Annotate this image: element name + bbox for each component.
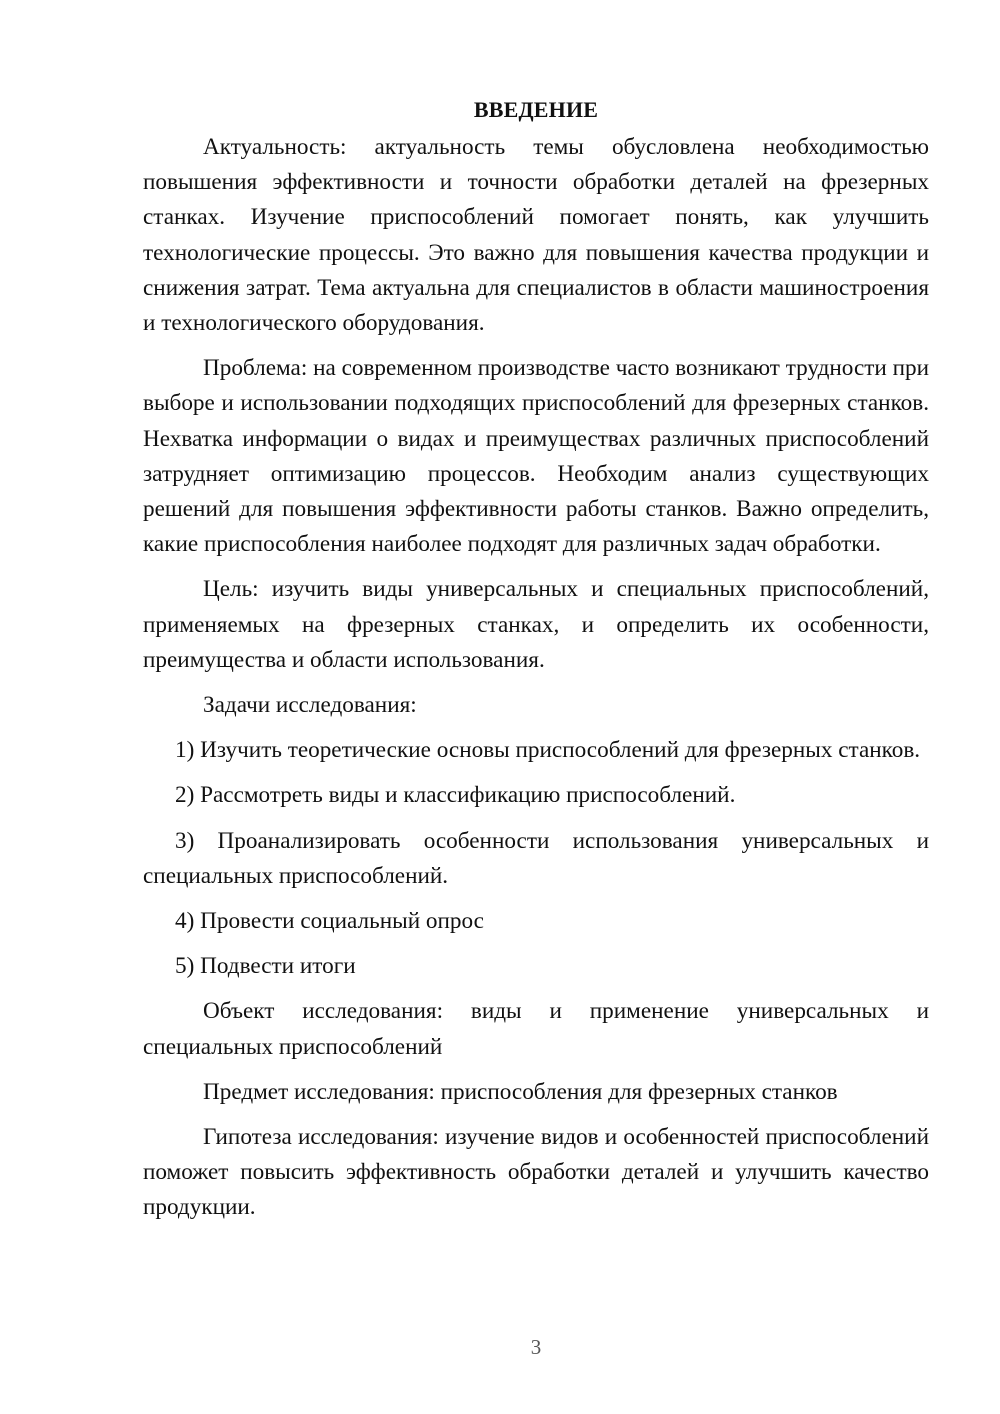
paragraph-subject: Предмет исследования: приспособления для фрезерных станков bbox=[203, 1078, 838, 1105]
task-item-5: 5) Подвести итоги bbox=[175, 953, 356, 980]
tasks-title: Задачи исследования: bbox=[203, 692, 417, 719]
paragraph-problem: Проблема: на современном производстве часто возникают трудности при выборе и использовании подходящих приспособлений для фрезерных станков. Нехватка информации о видах и преимуществах различных приспособлений затрудняет оптимизацию процессов. Необходим анализ существующих решений для повышения эффективности работы станков. Важно определить, какие приспособления наиболее подходят для различных задач обработки. bbox=[143, 355, 929, 558]
page-content bbox=[143, 95, 929, 1236]
paragraph-hypothesis: Гипотеза исследования: изучение видов и особенностей приспособлений поможет повысить эффективность обработки деталей и улучшить качество продукции. bbox=[143, 1124, 929, 1221]
task-item-2: 2) Рассмотреть виды и классификацию приспособлений. bbox=[175, 782, 736, 809]
paragraph-relevance: Актуальность: актуальность темы обусловлена необходимостью повышения эффективности и точности обработки деталей на фрезерных станках. Изучение приспособлений помогает понять, как улучшить технологические процессы. Это важно для повышения качества продукции и снижения затрат. Тема актуальна для специалистов в области машиностроения и технологического оборудования. bbox=[143, 134, 929, 337]
paragraph-goal: Цель: изучить виды универсальных и специальных приспособлений, применяемых на фрезерных станках, и определить их особенности, преимущества и области использования. bbox=[143, 576, 929, 673]
task-item-1: 1) Изучить теоретические основы приспособлений для фрезерных станков. bbox=[175, 737, 921, 764]
task-item-3: 3) Проанализировать особенности использования универсальных и специальных приспособлений. bbox=[143, 827, 929, 889]
section-heading: ВВЕДЕНИЕ bbox=[473, 97, 599, 122]
task-item-4: 4) Провести социальный опрос bbox=[175, 908, 484, 935]
page-number: 3 bbox=[530, 1335, 542, 1359]
paragraph-object: Объект исследования: виды и применение универсальных и специальных приспособлений bbox=[143, 998, 929, 1060]
